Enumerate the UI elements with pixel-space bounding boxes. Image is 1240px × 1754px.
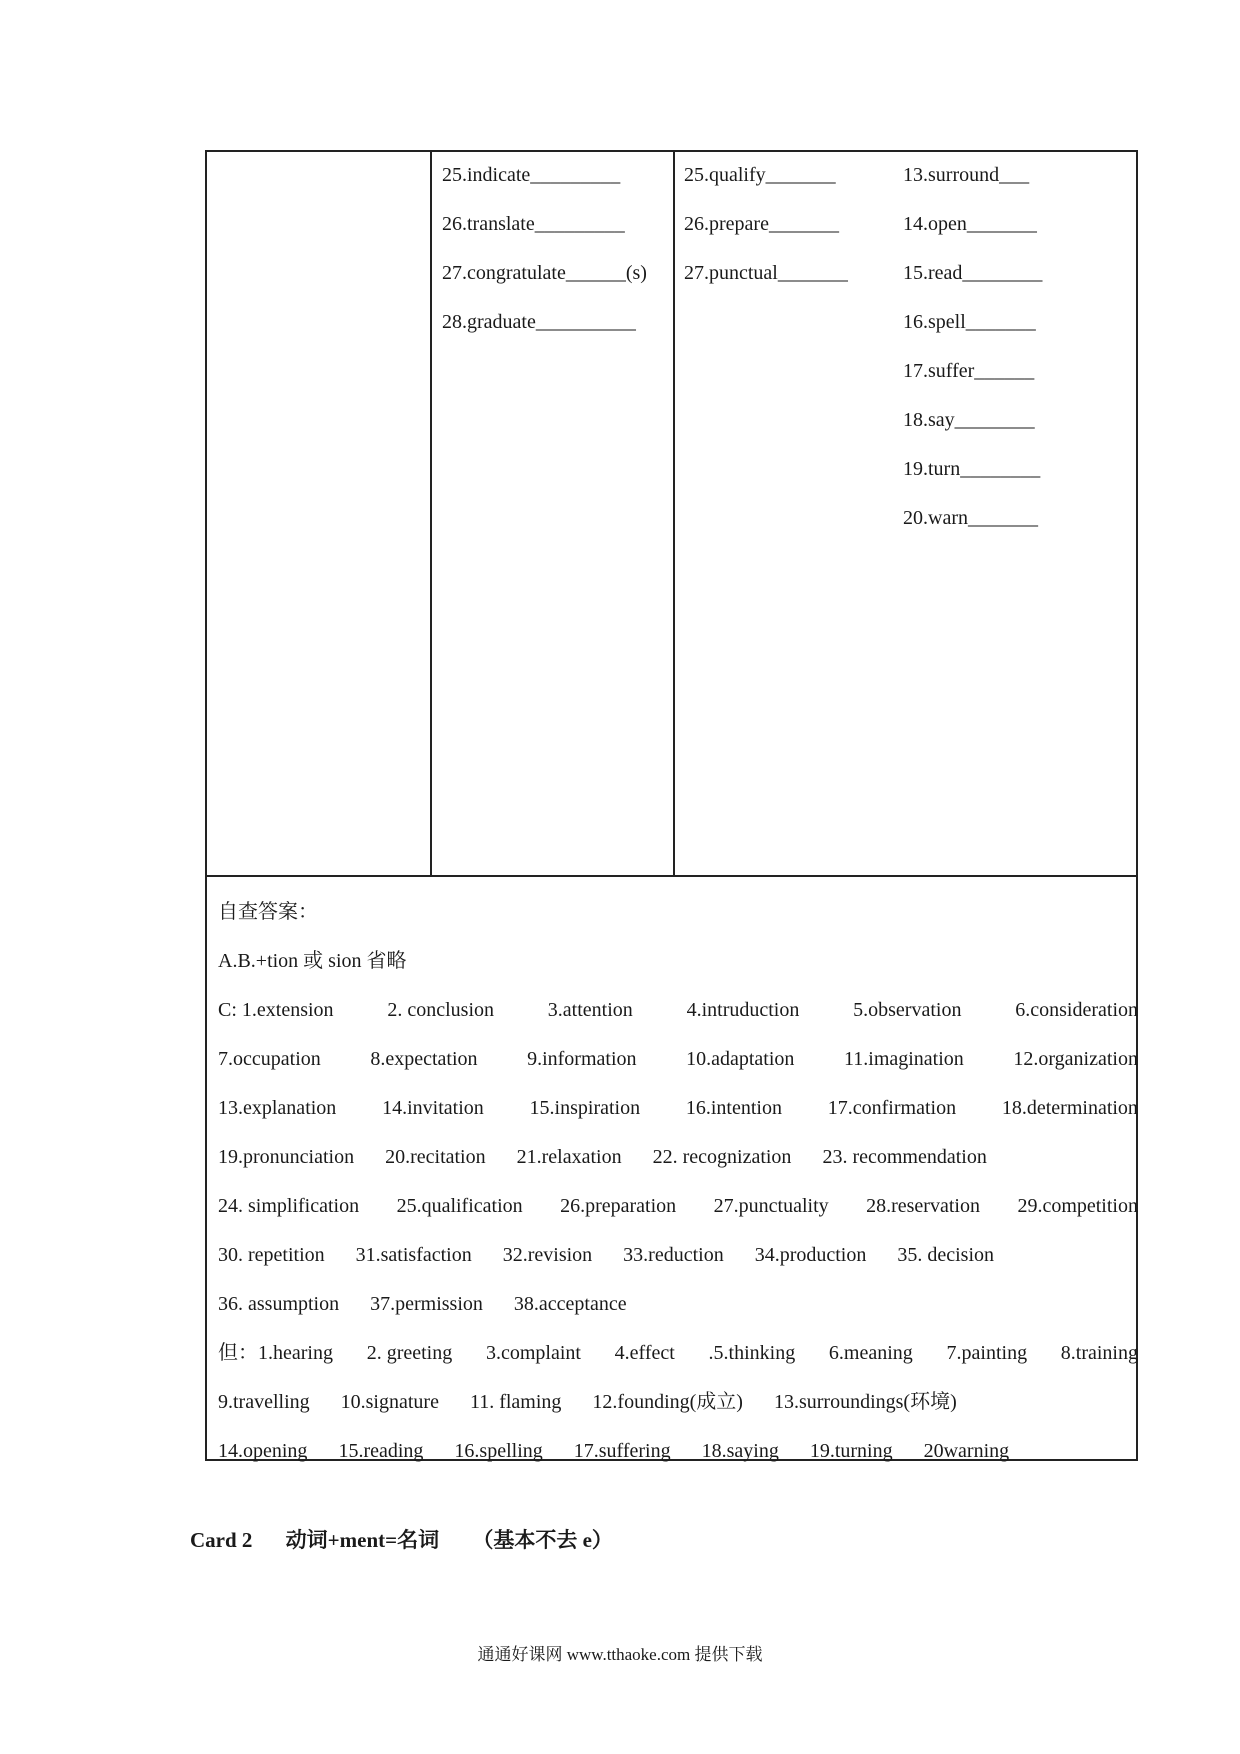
answer-item: 3.attention [547, 999, 633, 1021]
exercise-item: 20.warn_______ [903, 507, 1038, 529]
answer-line [218, 986, 1138, 1035]
answer-item: 21.relaxation [516, 1146, 622, 1168]
answer-item: 37.permission [370, 1293, 483, 1315]
answer-line [218, 1035, 1138, 1084]
answer-item: 31.satisfaction [355, 1244, 472, 1266]
answer-item: 14.invitation [382, 1097, 484, 1119]
answer-line [218, 1182, 1138, 1231]
answer-item: 4.intruduction [686, 999, 800, 1021]
answer-line [218, 1378, 1138, 1427]
answer-item: 32.revision [502, 1244, 593, 1266]
answer-item: 25.qualification [396, 1195, 523, 1217]
table-divider [673, 150, 675, 876]
card2-heading [190, 1524, 641, 1554]
answer-line [218, 1280, 1138, 1329]
page-footer: 通通好课网 www.tthaoke.com 提供下载 [477, 1645, 763, 1664]
answer-line [218, 1427, 1138, 1476]
answer-item: 4.effect [614, 1342, 675, 1364]
answer-line [218, 1133, 1138, 1182]
answer-item: 3.complaint [485, 1342, 581, 1364]
answer-item: 11.imagination [844, 1048, 964, 1070]
exercise-item: 19.turn________ [903, 458, 1041, 480]
answer-item: 30. repetition [218, 1244, 325, 1266]
exercise-item: 18.say________ [903, 409, 1035, 431]
exercise-item: 14.open_______ [903, 213, 1037, 235]
answer-item: 38.acceptance [513, 1293, 627, 1315]
answer-key [218, 888, 1138, 1476]
card2-title: 动词+ment=名词 [285, 1528, 440, 1552]
answer-item: 7.occupation [218, 1048, 321, 1070]
exercise-item: 25.indicate_________ [442, 164, 621, 186]
answer-item: 19.pronunciation [218, 1146, 355, 1168]
answer-item: 29.competition [1017, 1195, 1138, 1217]
exercise-item: 26.translate_________ [442, 213, 625, 235]
column-ing-verbs [903, 151, 1042, 543]
answer-item: 22. recognization [652, 1146, 792, 1168]
answer-item: 5.observation [853, 999, 962, 1021]
answer-item: 9.information [527, 1048, 637, 1070]
answer-item: 27.punctuality [713, 1195, 829, 1217]
exercise-item: 17.suffer______ [903, 360, 1035, 382]
answer-item: 13.explanation [218, 1097, 337, 1119]
answer-item: 11. flaming [469, 1391, 562, 1413]
exercise-item: 26.prepare_______ [684, 213, 839, 235]
table-divider [430, 150, 432, 876]
exercise-item: 28.graduate__________ [442, 311, 636, 333]
answer-item: 9.travelling [218, 1391, 310, 1413]
answer-item: 19.turning [809, 1440, 893, 1462]
answer-item: 26.preparation [560, 1195, 677, 1217]
column-tion-verbs [442, 151, 647, 347]
answer-heading: 自查答案： [218, 901, 318, 923]
card2-note: （基本不去 e） [472, 1528, 613, 1552]
answer-item: 14.opening [218, 1440, 308, 1462]
exercise-item: 16.spell_______ [903, 311, 1036, 333]
answer-item: 24. simplification [218, 1195, 360, 1217]
answer-item: 16.spelling [454, 1440, 543, 1462]
exercise-item: 13.surround___ [903, 164, 1030, 186]
answer-item: 18.determination [1001, 1097, 1138, 1119]
answer-item: 36. assumption [218, 1293, 340, 1315]
answer-item: 15.reading [338, 1440, 424, 1462]
exercise-item: 25.qualify_______ [684, 164, 836, 186]
answer-line [218, 1084, 1138, 1133]
answer-item: 12.founding(成立) [592, 1391, 743, 1413]
answer-item: 12.organization [1013, 1048, 1138, 1070]
answer-item: 10.signature [340, 1391, 439, 1413]
answer-item: 13.surroundings(环境) [773, 1391, 957, 1413]
answer-item: 6.consideration [1015, 999, 1138, 1021]
answer-item: 34.production [754, 1244, 867, 1266]
answer-item: 16.intention [685, 1097, 782, 1119]
answer-item: 17.confirmation [827, 1097, 957, 1119]
answer-item: 33.reduction [623, 1244, 724, 1266]
card2-label: Card 2 [190, 1528, 253, 1552]
answer-item: 7.painting [946, 1342, 1028, 1364]
exercise-item: 27.congratulate______(s) [442, 262, 647, 284]
answer-item: 10.adaptation [686, 1048, 795, 1070]
answer-line [218, 1329, 1138, 1378]
answer-item: 18.saying [701, 1440, 779, 1462]
answer-item: 8.training [1060, 1342, 1138, 1364]
answer-item: 2. conclusion [387, 999, 494, 1021]
answer-item: 20.recitation [385, 1146, 486, 1168]
answer-ab-line: A.B.+tion 或 sion 省略 [218, 950, 407, 972]
answer-item: .5.thinking [708, 1342, 796, 1364]
answer-item: 8.expectation [370, 1048, 478, 1070]
answer-item: 35. decision [897, 1244, 995, 1266]
answer-item: C: 1.extension [218, 999, 334, 1021]
answer-item: 17.suffering [573, 1440, 671, 1462]
answer-item: 2. greeting [366, 1342, 453, 1364]
answer-item: 20warning [923, 1440, 1010, 1462]
answer-item: 28.reservation [866, 1195, 980, 1217]
exercise-item: 27.punctual_______ [684, 262, 848, 284]
answer-item: 但：1.hearing [218, 1342, 333, 1364]
answer-item: 23. recommendation [822, 1146, 987, 1168]
answer-item: 15.inspiration [529, 1097, 641, 1119]
exercise-item: 15.read________ [903, 262, 1043, 284]
answer-line [218, 1231, 1138, 1280]
column-ation-verbs [684, 151, 848, 298]
answer-item: 6.meaning [828, 1342, 913, 1364]
